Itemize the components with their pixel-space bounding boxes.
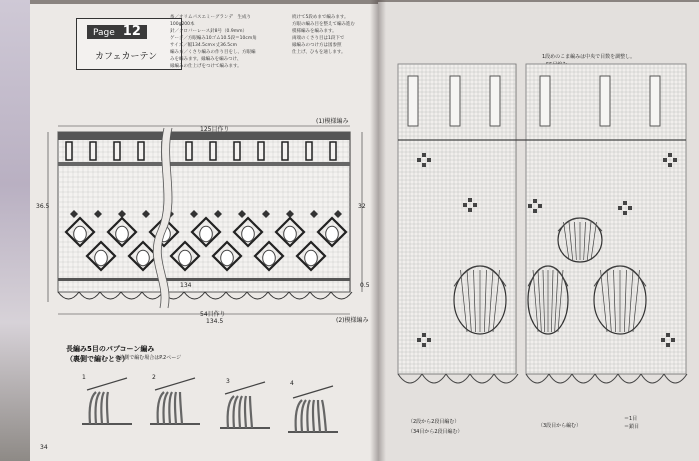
popcorn-title: 長編み5目のパプコーン編み [66, 345, 155, 353]
right-footer-1: （2段から2段目編む） [408, 419, 460, 425]
page-number: 34 [40, 444, 48, 451]
rod-slot [138, 142, 144, 160]
diamond-inner [284, 226, 297, 241]
dim-label: 36.5 [36, 203, 50, 210]
rod-slot [600, 76, 610, 126]
cluster-dot [463, 203, 467, 207]
band [58, 162, 350, 166]
rod-slot [210, 142, 216, 160]
scallop [226, 292, 247, 299]
stitch-loop [307, 400, 310, 432]
step-number: 3 [226, 378, 230, 385]
cluster-dot [422, 153, 426, 157]
cluster-dot [468, 198, 472, 202]
rod-slot [490, 76, 500, 126]
dim-label: 0.5 [360, 282, 370, 289]
scallop [422, 374, 446, 383]
scallop [446, 374, 470, 383]
rod-slot [186, 142, 192, 160]
rod-slot [330, 142, 336, 160]
cluster-dot [528, 204, 532, 208]
step-number: 4 [290, 380, 294, 387]
scallop [398, 374, 422, 383]
stitch-loop [318, 400, 320, 432]
dim-label: (1)模様編み [316, 118, 349, 125]
scallop [58, 292, 79, 299]
stitch-loop [101, 392, 104, 424]
cluster-dot [417, 158, 421, 162]
scallop [526, 374, 549, 383]
rod-slot [258, 142, 264, 160]
scallop [100, 292, 121, 299]
popcorn-note: ※前側で編む場合はP.2ページ [115, 355, 182, 361]
cluster-dot [623, 211, 627, 215]
scallop [184, 292, 205, 299]
scallop [572, 374, 595, 383]
diamond-inner [137, 250, 150, 265]
cluster-dot [417, 338, 421, 342]
hook [293, 386, 333, 398]
stitch-loop [234, 396, 239, 428]
scallop [205, 292, 226, 299]
right-footer-4: ＝1目 [624, 416, 638, 422]
dim-label: 54目作り [200, 311, 226, 318]
instructions-text: 続けて5段めまで編みます。 方眼の編み目を整えて編み進む 模様編みを編みます。 両端のくさり目は1段下で 縁編みのつけ方は図参照 仕上げ、ひもを通します。 [292, 15, 355, 55]
cluster-dot [668, 153, 672, 157]
right-header: 1段めのこま編みは中央で目数を調整し。 [542, 54, 636, 60]
cluster-dot [533, 209, 537, 213]
stitch-loop [245, 396, 246, 428]
scallop [310, 292, 331, 299]
scallop [268, 292, 289, 299]
cluster-dot [538, 204, 542, 208]
rod-slot [234, 142, 240, 160]
stitch-loop [96, 392, 101, 424]
cluster-dot [668, 163, 672, 167]
stitch-loop [107, 392, 108, 424]
cluster-dot [618, 206, 622, 210]
rod-slot [282, 142, 288, 160]
dim-label: 134.5 [206, 318, 224, 325]
rod-slot [540, 76, 550, 126]
cluster-dot [468, 208, 472, 212]
diamond-inner [305, 250, 318, 265]
stitch-loop [164, 392, 169, 424]
scallop [79, 292, 100, 299]
rod-slot [650, 76, 660, 126]
cluster-dot [533, 199, 537, 203]
diamond-inner [116, 226, 129, 241]
scallop [470, 374, 494, 383]
dim-label: (2)模様編み [336, 317, 369, 324]
stitch-loop [322, 400, 326, 432]
scallop [549, 374, 572, 383]
page-tab: Page 12 [87, 25, 147, 39]
band [58, 278, 350, 281]
right-footer-5: ＝鎖目 [624, 424, 640, 430]
cluster-dot [422, 333, 426, 337]
materials-text: 糸／オリムパスエミーグランデ 生成り 100g200本 針／クロバーレース針8号（0.9mm） ゲージ／方眼編み10ゴム10.5段＝10cm角 サイズ／幅134.5cm×丈36.5cm 編み方／くさり編みの作り目をし、方眼編 みを編みます。縁編みを編みつけ、 縁編みの仕上げをつけて編みます。 [170, 15, 257, 69]
cluster-dot [628, 206, 632, 210]
cluster-dot [666, 333, 670, 337]
diamond-inner [242, 226, 255, 241]
scallop [618, 374, 641, 383]
diamond-inner [74, 226, 87, 241]
rod-slot [450, 76, 460, 126]
diamond-inner [95, 250, 108, 265]
stitch-loop [180, 392, 182, 424]
cluster-dot [661, 338, 665, 342]
hook [87, 378, 127, 390]
dim-label: 125目作り [200, 126, 230, 133]
scallop [121, 292, 142, 299]
top-band [58, 132, 350, 140]
stitch-loop [239, 396, 242, 428]
diamond-inner [200, 226, 213, 241]
cluster-dot [473, 203, 477, 207]
cluster-dot [663, 158, 667, 162]
stitch-loop [313, 400, 314, 432]
scallop [142, 292, 163, 299]
cluster-dot [422, 163, 426, 167]
scallop [247, 292, 268, 299]
cluster-dot [673, 158, 677, 162]
rod-slot [90, 142, 96, 160]
cluster-dot [427, 338, 431, 342]
scallop [494, 374, 518, 383]
popcorn-subtitle: （裏側で編むとき） [66, 355, 129, 363]
step-number: 1 [82, 374, 86, 381]
dim-label: 32 [358, 203, 366, 210]
scallop [595, 374, 618, 383]
scallop [664, 374, 687, 383]
cluster-dot [666, 343, 670, 347]
diamond-inner [179, 250, 192, 265]
rod-slot [66, 142, 72, 160]
cluster-dot [671, 338, 675, 342]
diamond-inner [221, 250, 234, 265]
right-footer-3: （3段目から編む） [538, 423, 582, 429]
rod-slot [408, 76, 418, 126]
scallop [331, 292, 352, 299]
rod-slot [306, 142, 312, 160]
stitch-loop [175, 392, 176, 424]
scallop [289, 292, 310, 299]
page-title: カフェカーテン [95, 52, 158, 62]
hook [225, 382, 265, 394]
scallop [641, 374, 664, 383]
diamond-inner [263, 250, 276, 265]
cluster-dot [623, 201, 627, 205]
diamond-inner [326, 226, 339, 241]
rod-slot [114, 142, 120, 160]
stitch-loop [169, 392, 172, 424]
dim-label: 134 [180, 282, 192, 289]
cluster-dot [422, 343, 426, 347]
cluster-dot [427, 158, 431, 162]
right-footer-2: （34目から2段目編む） [408, 429, 463, 435]
stitch-loop [250, 396, 252, 428]
hook [155, 378, 195, 390]
stitch-loop [302, 400, 307, 432]
step-number: 2 [152, 374, 156, 381]
